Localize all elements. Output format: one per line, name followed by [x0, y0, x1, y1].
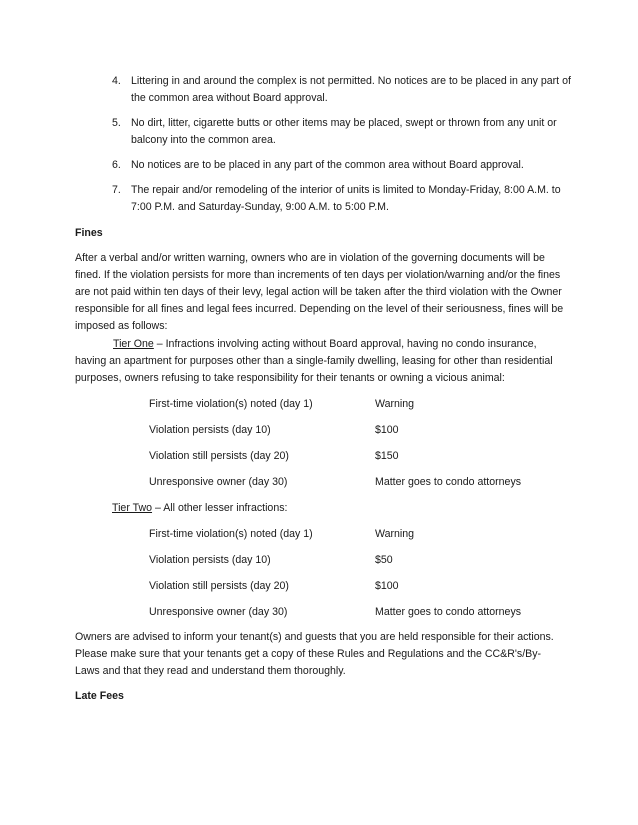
fines-closing-paragraph: Owners are advised to inform your tenant(s) and guests that you are held responsible for their actions. Please make sure that your tenants get a copy of these Rules and Regulations and the CC&R's/By-Laws and that they read and understand them thoroughly.	[75, 631, 554, 677]
penalty: Warning	[375, 398, 415, 410]
penalty: Warning	[375, 528, 415, 540]
rule-number: 5.	[112, 117, 121, 129]
violation-stage: First-time violation(s) noted (day 1)	[149, 398, 313, 410]
fines-intro-paragraph: After a verbal and/or written warning, owners who are in violation of the governing documents will be fined. If the violation persists for more than increments of ten days per violation/warning and/or the fines are not paid within ten days of their levy, legal action will be taken after the third violation with the Owner responsible for all fines and legal fees incurred. Depending on the level of their seriousness, fines will be imposed as follows:	[75, 252, 564, 332]
penalty: $100	[375, 580, 399, 592]
penalty: Matter goes to condo attorneys	[375, 476, 522, 488]
penalty: $50	[375, 554, 393, 566]
tier-two-row	[149, 578, 569, 595]
tier-one-paragraph	[75, 336, 565, 387]
rule-number: 7.	[112, 184, 121, 196]
rule-text: No notices are to be placed in any part of the common area without Board approval.	[131, 159, 524, 171]
tier-two-paragraph	[112, 500, 287, 517]
rule-item-4	[112, 73, 572, 107]
tier-one-label: Tier One	[113, 338, 154, 350]
tier-two-description: – All other lesser infractions:	[152, 502, 288, 514]
tier-one-row	[149, 474, 569, 491]
late-fees-heading: Late Fees	[75, 690, 124, 702]
tier-one-description: – Infractions involving acting without Board approval, having no condo insurance, having an apartment for purposes other than a single-family dwelling, leasing for other than residential purposes, owners refusing to take responsibility for their tenants or owning a vicious animal:	[75, 338, 553, 384]
tier-two-label: Tier Two	[112, 502, 153, 514]
rule-number: 4.	[112, 75, 121, 87]
tier-one-row	[149, 422, 569, 439]
violation-stage: Violation still persists (day 20)	[149, 580, 289, 592]
tier-two-row	[149, 526, 569, 543]
violation-stage: Violation persists (day 10)	[149, 424, 271, 436]
rule-item-5	[112, 115, 572, 149]
tier-one-row	[149, 448, 569, 465]
violation-stage: First-time violation(s) noted (day 1)	[149, 528, 313, 540]
rule-text: Littering in and around the complex is not permitted. No notices are to be placed in any part of the common area without Board approval.	[131, 75, 571, 104]
violation-stage: Unresponsive owner (day 30)	[149, 476, 288, 488]
rule-text: No dirt, litter, cigarette butts or other items may be placed, swept or thrown from any unit or balcony into the common area.	[131, 117, 557, 146]
rule-item-6	[112, 157, 572, 174]
penalty: $100	[375, 424, 399, 436]
violation-stage: Unresponsive owner (day 30)	[149, 606, 288, 618]
rule-item-7	[112, 182, 572, 216]
tier-two-row	[149, 604, 569, 621]
penalty: Matter goes to condo attorneys	[375, 606, 522, 618]
violation-stage: Violation still persists (day 20)	[149, 450, 289, 462]
rule-text: The repair and/or remodeling of the interior of units is limited to Monday-Friday, 8:00 A.M. to 7:00 P.M. and Saturday-Sunday, 9:00 A.M. to 5:00 P.M.	[131, 184, 561, 213]
violation-stage: Violation persists (day 10)	[149, 554, 271, 566]
rule-number: 6.	[112, 159, 121, 171]
tier-one-row	[149, 396, 569, 413]
penalty: $150	[375, 450, 399, 462]
tier-two-row	[149, 552, 569, 569]
fines-heading: Fines	[75, 227, 103, 239]
